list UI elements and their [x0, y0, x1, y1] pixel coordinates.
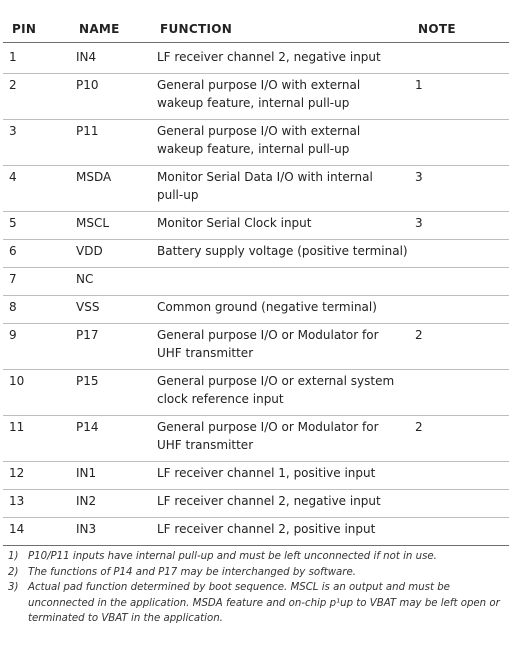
row-divider: [3, 73, 509, 74]
cell-name: P14: [76, 420, 99, 434]
cell-pin: 8: [9, 300, 17, 314]
cell-function: wakeup feature, internal pull-up: [157, 142, 350, 156]
footnote-line: [8, 549, 508, 565]
cell-pin: 2: [9, 78, 17, 92]
row-divider: [3, 119, 509, 120]
cell-pin: 7: [9, 272, 17, 286]
cell-pin: 6: [9, 244, 17, 258]
table-row: [3, 372, 509, 418]
row-divider: [3, 461, 509, 462]
row-divider: [3, 489, 509, 490]
cell-note: 3: [415, 170, 423, 184]
cell-name: MSCL: [76, 216, 110, 230]
cell-name: NC: [76, 272, 94, 286]
cell-function: pull-up: [157, 188, 199, 202]
cell-pin: 12: [9, 466, 25, 480]
table-header: [3, 12, 509, 42]
table-row: [3, 122, 509, 168]
table-row: [3, 242, 509, 270]
footnote-text: terminated to VBAT in the application.: [28, 613, 223, 624]
table-row: [3, 298, 509, 326]
cell-function: General purpose I/O or external system: [157, 374, 395, 388]
row-divider: [3, 545, 509, 546]
cell-pin: 11: [9, 420, 25, 434]
cell-function: Common ground (negative terminal): [157, 300, 377, 314]
header-function: FUNCTION: [160, 22, 233, 36]
cell-pin: 3: [9, 124, 17, 138]
cell-pin: 4: [9, 170, 17, 184]
cell-pin: 13: [9, 494, 25, 508]
row-divider: [3, 239, 509, 240]
cell-name: P10: [76, 78, 99, 92]
cell-function: General purpose I/O or Modulator for: [157, 328, 379, 342]
cell-function: UHF transmitter: [157, 438, 254, 452]
footnote-text: The functions of P14 and P17 may be interchanged by software.: [28, 566, 356, 578]
footnote-number: 1): [8, 551, 19, 562]
cell-function: wakeup feature, internal pull-up: [157, 96, 350, 110]
footnote-text: Actual pad function determined by boot sequence. MSCL is an output and must be: [28, 582, 450, 593]
footnote-line: [8, 611, 508, 627]
row-divider: [3, 323, 509, 324]
table-row: [3, 48, 509, 76]
cell-function: General purpose I/O with external: [157, 124, 361, 138]
cell-name: P15: [76, 374, 99, 388]
cell-name: IN4: [76, 50, 97, 64]
footnote-line: [8, 565, 508, 581]
table-row: [3, 326, 509, 372]
cell-name: MSDA: [76, 170, 112, 184]
row-divider: [3, 267, 509, 268]
table-row: [3, 270, 509, 298]
table-row: [3, 492, 509, 520]
table-row: [3, 168, 509, 214]
cell-function: Monitor Serial Data I/O with internal: [157, 170, 373, 184]
row-divider: [3, 415, 509, 416]
row-divider: [3, 165, 509, 166]
cell-note: 2: [415, 328, 423, 342]
cell-name: IN2: [76, 494, 97, 508]
cell-function: UHF transmitter: [157, 346, 254, 360]
cell-function: clock reference input: [157, 392, 284, 406]
cell-name: VDD: [76, 244, 103, 258]
cell-note: 2: [415, 420, 423, 434]
row-divider: [3, 295, 509, 296]
cell-name: IN1: [76, 466, 97, 480]
cell-function: LF receiver channel 2, negative input: [157, 494, 381, 508]
footnote-number: 3): [8, 582, 19, 593]
row-divider: [3, 369, 509, 370]
cell-pin: 9: [9, 328, 17, 342]
table-row: [3, 418, 509, 464]
table-row: [3, 464, 509, 492]
row-divider: [3, 211, 509, 212]
cell-name: P11: [76, 124, 99, 138]
cell-pin: 10: [9, 374, 25, 388]
row-divider: [3, 517, 509, 518]
table-row: [3, 214, 509, 242]
cell-function: General purpose I/O with external: [157, 78, 361, 92]
cell-pin: 1: [9, 50, 17, 64]
header-divider: [3, 42, 509, 43]
footnote-number: 2): [8, 566, 19, 578]
cell-note: 1: [415, 78, 423, 92]
cell-name: VSS: [76, 300, 100, 314]
cell-pin: 5: [9, 216, 17, 230]
cell-note: 3: [415, 216, 423, 230]
table-row: [3, 76, 509, 122]
footnote-line: [8, 596, 508, 612]
cell-function: LF receiver channel 2, negative input: [157, 50, 381, 64]
footnote-text: unconnected in the application. MSDA feature and on-chip p¹up to VBAT may be left open or: [28, 597, 500, 609]
header-name: NAME: [79, 22, 120, 36]
cell-name: IN3: [76, 522, 97, 536]
footnote-text: P10/P11 inputs have internal pull-up and must be left unconnected if not in use.: [28, 551, 437, 562]
cell-function: Battery supply voltage (positive terminal): [157, 244, 408, 258]
cell-function: LF receiver channel 1, positive input: [157, 466, 376, 480]
cell-function: General purpose I/O or Modulator for: [157, 420, 379, 434]
footnote-line: [8, 580, 508, 596]
cell-name: P17: [76, 328, 99, 342]
cell-function: Monitor Serial Clock input: [157, 216, 312, 230]
header-note: NOTE: [418, 22, 456, 36]
header-pin: PIN: [12, 22, 37, 36]
table-row: [3, 520, 509, 548]
cell-pin: 14: [9, 522, 25, 536]
footnotes: [8, 549, 508, 627]
cell-function: LF receiver channel 2, positive input: [157, 522, 376, 536]
